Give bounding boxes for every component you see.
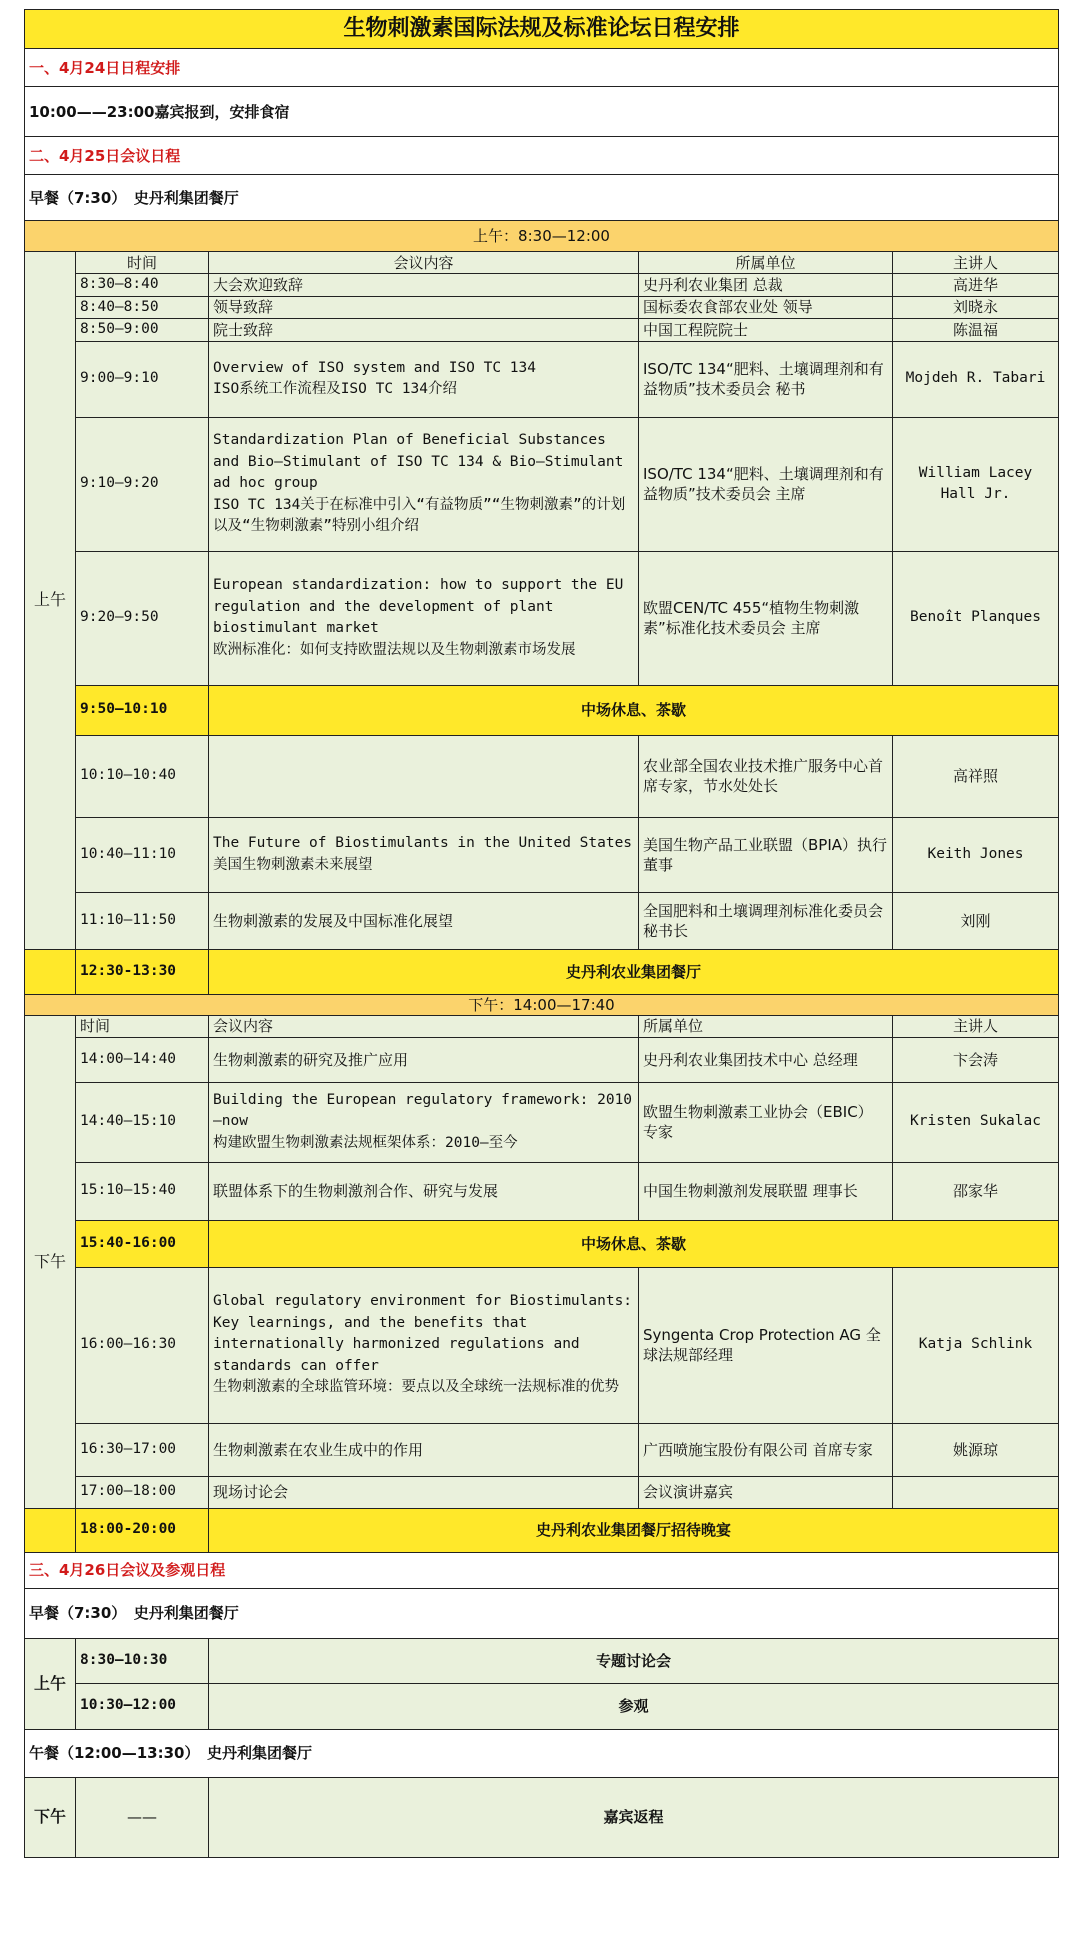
- session-speaker: 高祥照: [893, 735, 1059, 817]
- day3-content: 专题讨论会: [209, 1638, 1059, 1683]
- session-org: 全国肥料和土壤调理剂标准化委员会 秘书长: [639, 892, 893, 949]
- session-speaker: 刘刚: [893, 892, 1059, 949]
- session-content: Overview of ISO system and ISO TC 134 ISO系统工作流程及ISO TC 134介绍: [209, 341, 639, 417]
- dinner-spacer: [25, 1508, 76, 1552]
- day3-afternoon-content: 嘉宾返程: [209, 1777, 1059, 1857]
- session-org: 农业部全国农业技术推广服务中心首席专家，节水处处长: [639, 735, 893, 817]
- day2-header: 二、4月25日会议日程: [25, 137, 1059, 175]
- session-time: 8:40—8:50: [76, 296, 209, 319]
- session-org: 美国生物产品工业联盟（BPIA）执行董事: [639, 817, 893, 892]
- session-org: 史丹利农业集团技术中心 总经理: [639, 1037, 893, 1082]
- session-content: 生物刺激素的发展及中国标准化展望: [209, 892, 639, 949]
- session-speaker: Mojdeh R. Tabari: [893, 341, 1059, 417]
- lunch-label: 史丹利农业集团餐厅: [209, 949, 1059, 994]
- session-org: 广西喷施宝股份有限公司 首席专家: [639, 1423, 893, 1476]
- session-content: 领导致辞: [209, 296, 639, 319]
- session-org: 国标委农食部农业处 领导: [639, 296, 893, 319]
- session-time: 11:10—11:50: [76, 892, 209, 949]
- session-content: Building the European regulatory framework: 2010—now 构建欧盟生物刺激素法规框架体系：2010—至今: [209, 1082, 639, 1162]
- session-speaker: Benoît Planques: [893, 551, 1059, 685]
- session-time: 16:30—17:00: [76, 1423, 209, 1476]
- day3-afternoon-time: ——: [76, 1777, 209, 1857]
- session-content: Standardization Plan of Beneficial Substances and Bio—Stimulant of ISO TC 134 & Bio—Stimulant ad hoc group ISO TC 134关于在标准中引入“有益物质”“生物刺激素”的计划以及“生物刺激素”特别小组介绍: [209, 417, 639, 551]
- day3-afternoon-label: 下午: [25, 1777, 76, 1857]
- session-content: 生物刺激素在农业生成中的作用: [209, 1423, 639, 1476]
- session-time: 10:10—10:40: [76, 735, 209, 817]
- morning-band: 上午：8:30—12:00: [25, 221, 1059, 252]
- afternoon-side-label: 下午: [25, 1015, 76, 1508]
- afternoon-band: 下午：14:00—17:40: [25, 994, 1059, 1015]
- col-header-org: 所属单位: [639, 252, 893, 274]
- col-header-speaker: 主讲人: [893, 1015, 1059, 1037]
- session-org: 中国生物刺激剂发展联盟 理事长: [639, 1162, 893, 1220]
- session-org: ISO/TC 134“肥料、土壤调理剂和有益物质”技术委员会 主席: [639, 417, 893, 551]
- day1-line: 10:00——23:00嘉宾报到，安排食宿: [25, 87, 1059, 137]
- day3-breakfast: 早餐（7:30） 史丹利集团餐厅: [25, 1588, 1059, 1638]
- lunch-time: 12:30-13:30: [76, 949, 209, 994]
- session-content: Global regulatory environment for Biostimulants: Key learnings, and the benefits that internationally harmonized regulations and standards can offer 生物刺激素的全球监管环境：要点以及全球统一法规标准的优势: [209, 1267, 639, 1423]
- session-content: The Future of Biostimulants in the United States 美国生物刺激素未来展望: [209, 817, 639, 892]
- session-org: 中国工程院院士: [639, 319, 893, 342]
- session-speaker: 卞会涛: [893, 1037, 1059, 1082]
- session-speaker: [893, 1476, 1059, 1508]
- col-header-content: 会议内容: [209, 252, 639, 274]
- day3-time: 10:30—12:00: [76, 1683, 209, 1729]
- session-content: 院士致辞: [209, 319, 639, 342]
- afternoon-break-label: 中场休息、茶歇: [209, 1220, 1059, 1267]
- session-org: ISO/TC 134“肥料、土壤调理剂和有益物质”技术委员会 秘书: [639, 341, 893, 417]
- dinner-time: 18:00-20:00: [76, 1508, 209, 1552]
- col-header-time: 时间: [76, 252, 209, 274]
- session-time: 9:00—9:10: [76, 341, 209, 417]
- session-time: 15:10—15:40: [76, 1162, 209, 1220]
- session-speaker: Kristen Sukalac: [893, 1082, 1059, 1162]
- session-speaker: 高进华: [893, 274, 1059, 297]
- session-content: 联盟体系下的生物刺激剂合作、研究与发展: [209, 1162, 639, 1220]
- session-time: 8:50—9:00: [76, 319, 209, 342]
- session-content: 现场讨论会: [209, 1476, 639, 1508]
- session-org: 欧盟生物刺激素工业协会（EBIC） 专家: [639, 1082, 893, 1162]
- session-org: 史丹利农业集团 总裁: [639, 274, 893, 297]
- session-speaker: Keith Jones: [893, 817, 1059, 892]
- lunch-spacer: [25, 949, 76, 994]
- morning-side-label: 上午: [25, 252, 76, 950]
- day3-lunch: 午餐（12:00—13:30） 史丹利集团餐厅: [25, 1729, 1059, 1777]
- day3-header: 三、4月26日会议及参观日程: [25, 1552, 1059, 1588]
- session-org: 欧盟CEN/TC 455“植物生物刺激素”标准化技术委员会 主席: [639, 551, 893, 685]
- session-content: 大会欢迎致辞: [209, 274, 639, 297]
- day1-header: 一、4月24日日程安排: [25, 49, 1059, 87]
- session-org: Syngenta Crop Protection AG 全球法规部经理: [639, 1267, 893, 1423]
- day3-morning-label: 上午: [25, 1638, 76, 1729]
- session-speaker: William Lacey Hall Jr.: [893, 417, 1059, 551]
- session-speaker: 刘晓永: [893, 296, 1059, 319]
- session-content: [209, 735, 639, 817]
- col-header-time: 时间: [76, 1015, 209, 1037]
- session-time: 17:00—18:00: [76, 1476, 209, 1508]
- dinner-label: 史丹利农业集团餐厅招待晚宴: [209, 1508, 1059, 1552]
- session-org: 会议演讲嘉宾: [639, 1476, 893, 1508]
- schedule-table: [24, 9, 1059, 1858]
- session-speaker: 邵家华: [893, 1162, 1059, 1220]
- session-time: 16:00—16:30: [76, 1267, 209, 1423]
- session-speaker: 陈温福: [893, 319, 1059, 342]
- session-time: 10:40—11:10: [76, 817, 209, 892]
- session-time: 14:00—14:40: [76, 1037, 209, 1082]
- afternoon-break-time: 15:40-16:00: [76, 1220, 209, 1267]
- session-content: 生物刺激素的研究及推广应用: [209, 1037, 639, 1082]
- session-time: 9:20—9:50: [76, 551, 209, 685]
- morning-break-time: 9:50—10:10: [76, 685, 209, 735]
- page-title: 生物刺激素国际法规及标准论坛日程安排: [25, 10, 1059, 49]
- col-header-org: 所属单位: [639, 1015, 893, 1037]
- day3-time: 8:30—10:30: [76, 1638, 209, 1683]
- col-header-speaker: 主讲人: [893, 252, 1059, 274]
- morning-break-label: 中场休息、茶歇: [209, 685, 1059, 735]
- session-speaker: Katja Schlink: [893, 1267, 1059, 1423]
- session-content: European standardization: how to support the EU regulation and the development of plant biostimulant market 欧洲标准化：如何支持欧盟法规以及生物刺激素市场发展: [209, 551, 639, 685]
- col-header-content: 会议内容: [209, 1015, 639, 1037]
- session-time: 8:30—8:40: [76, 274, 209, 297]
- day3-content: 参观: [209, 1683, 1059, 1729]
- day2-breakfast: 早餐（7:30） 史丹利集团餐厅: [25, 175, 1059, 221]
- session-time: 14:40—15:10: [76, 1082, 209, 1162]
- session-time: 9:10—9:20: [76, 417, 209, 551]
- session-speaker: 姚源琼: [893, 1423, 1059, 1476]
